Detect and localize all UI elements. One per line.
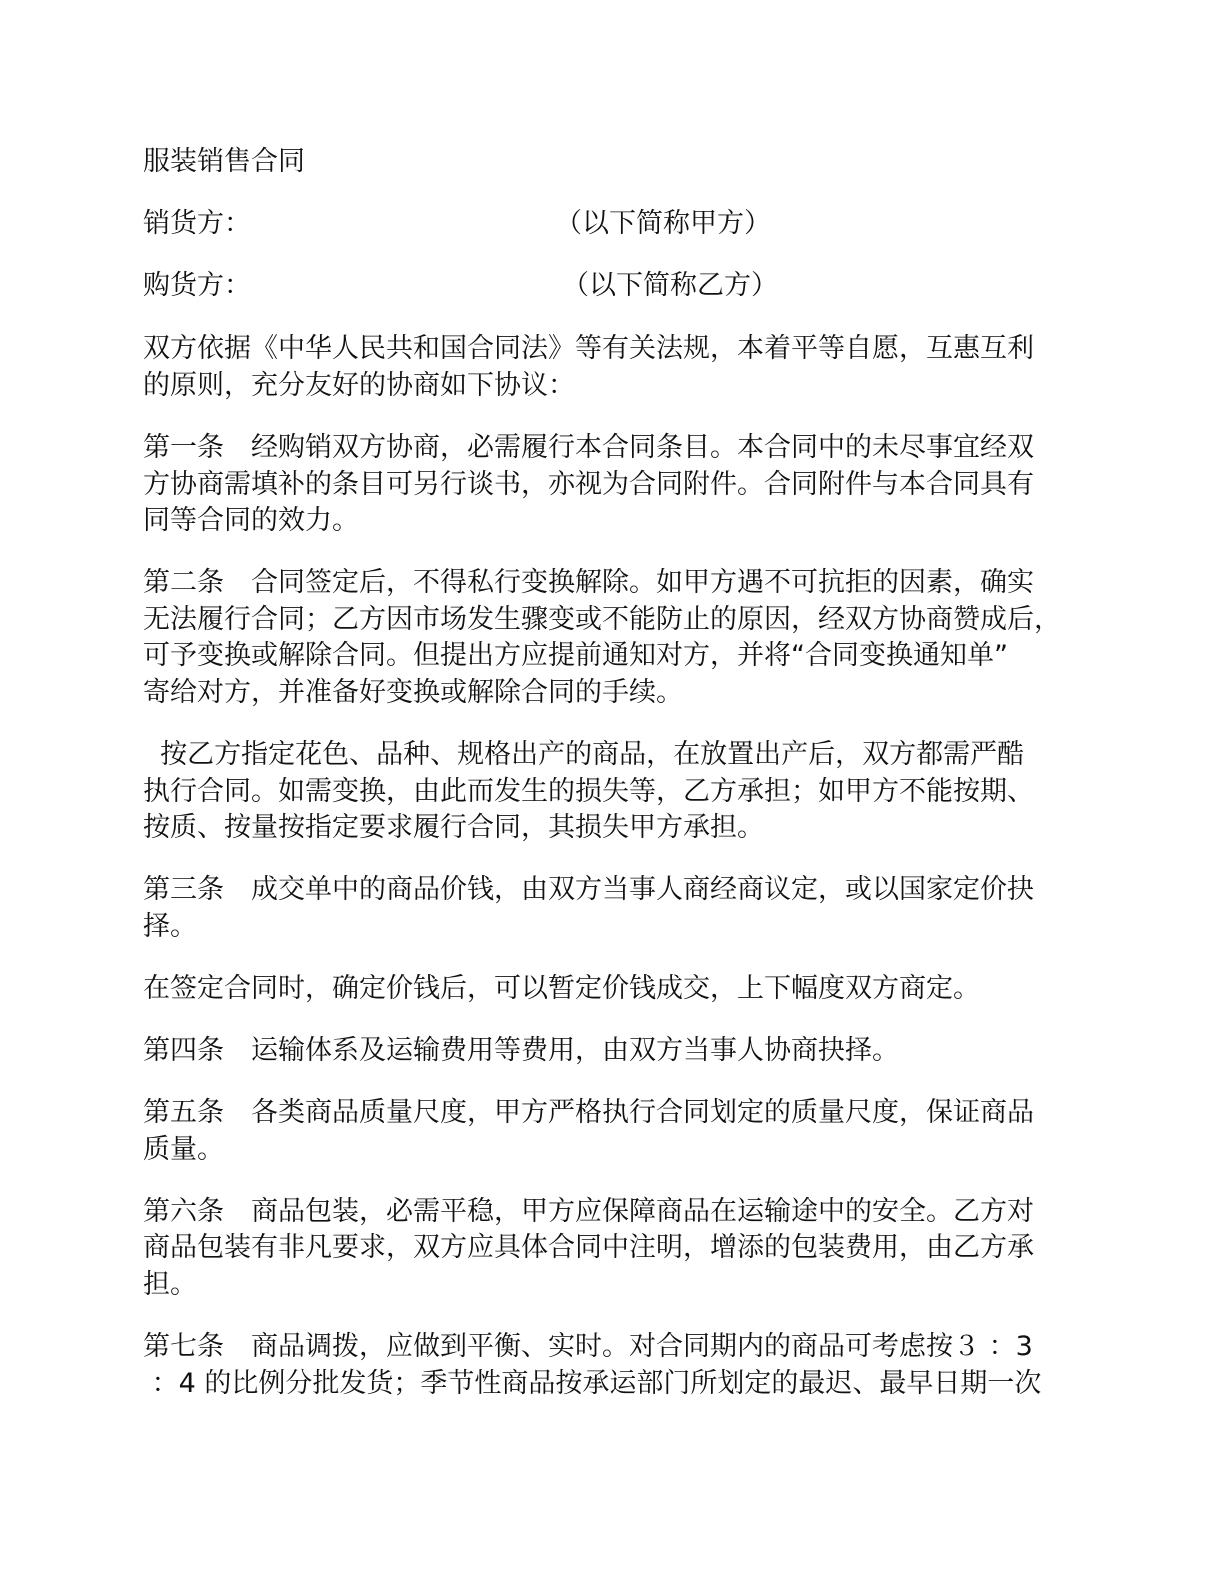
article-7-line: ：4 的比例分批发货；季节性商品按承运部门所划定的最迟、最早日期一次 — [143, 1368, 1042, 1399]
article-6-line: 担。 — [143, 1269, 197, 1300]
article-4-line: 第四条 运输体系及运输费用等费用，由双方当事人协商抉择。 — [143, 1035, 899, 1066]
seller-label: 销货方： — [143, 208, 251, 239]
article-5-line: 第五条 各类商品质量尺度，甲方严格执行合同划定的质量尺度，保证商品 — [143, 1097, 1034, 1128]
article-2-line: 第二条 合同签定后，不得私行变换解除。如甲方遇不可抗拒的因素，确实 — [143, 567, 1034, 598]
document-title: 服装销售合同 — [143, 146, 305, 177]
article-3-line: 择。 — [143, 911, 197, 942]
buyer-note: （以下简称乙方） — [562, 270, 778, 301]
article-1-line: 同等合同的效力。 — [143, 505, 359, 536]
article-6-line: 商品包装有非凡要求，双方应具体合同中注明，增添的包装费用，由乙方承 — [143, 1232, 1034, 1263]
article-2-line: 无法履行合同；乙方因市场发生骤变或不能防止的原因，经双方协商赞成后， — [143, 604, 1061, 635]
article-2-supplement-line: 执行合同。如需变换，由此而发生的损失等，乙方承担；如甲方不能按期、 — [143, 776, 1034, 807]
article-5-line: 质量。 — [143, 1134, 224, 1165]
article-2-line: 寄给对方，并准备好变换或解除合同的手续。 — [143, 677, 683, 708]
article-1-line: 第一条 经购销双方协商，必需履行本合同条目。本合同中的未尽事宜经双 — [143, 432, 1034, 463]
paragraph-line: 双方依据《中华人民共和国合同法》等有关法规，本着平等自愿，互惠互利 — [143, 333, 1034, 364]
article-6-line: 第六条 商品包装，必需平稳，甲方应保障商品在运输途中的安全。乙方对 — [143, 1196, 1034, 1227]
article-3-line: 第三条 成交单中的商品价钱，由双方当事人商经商议定，或以国家定价抉 — [143, 874, 1034, 905]
paragraph-line: 的原则，充分友好的协商如下协议： — [143, 370, 575, 401]
article-2-line: 可予变换或解除合同。但提出方应提前通知对方，并将“合同变换通知单” — [143, 640, 1008, 671]
article-7-line: 第七条 商品调拨，应做到平衡、实时。对合同期内的商品可考虑按３ ：3 — [143, 1331, 1033, 1362]
buyer-label: 购货方： — [143, 270, 251, 301]
article-3-supplement-line: 在签定合同时，确定价钱后，可以暂定价钱成交，上下幅度双方商定。 — [143, 973, 980, 1004]
article-2-supplement-line: 按乙方指定花色、品种、规格出产的商品，在放置出产后，双方都需严酷 — [143, 739, 1025, 770]
article-1-line: 方协商需填补的条目可另行谈书，亦视为合同附件。合同附件与本合同具有 — [143, 469, 1034, 500]
seller-note: （以下简称甲方） — [555, 208, 771, 239]
article-2-supplement-line: 按质、按量按指定要求履行合同，其损失甲方承担。 — [143, 812, 764, 843]
